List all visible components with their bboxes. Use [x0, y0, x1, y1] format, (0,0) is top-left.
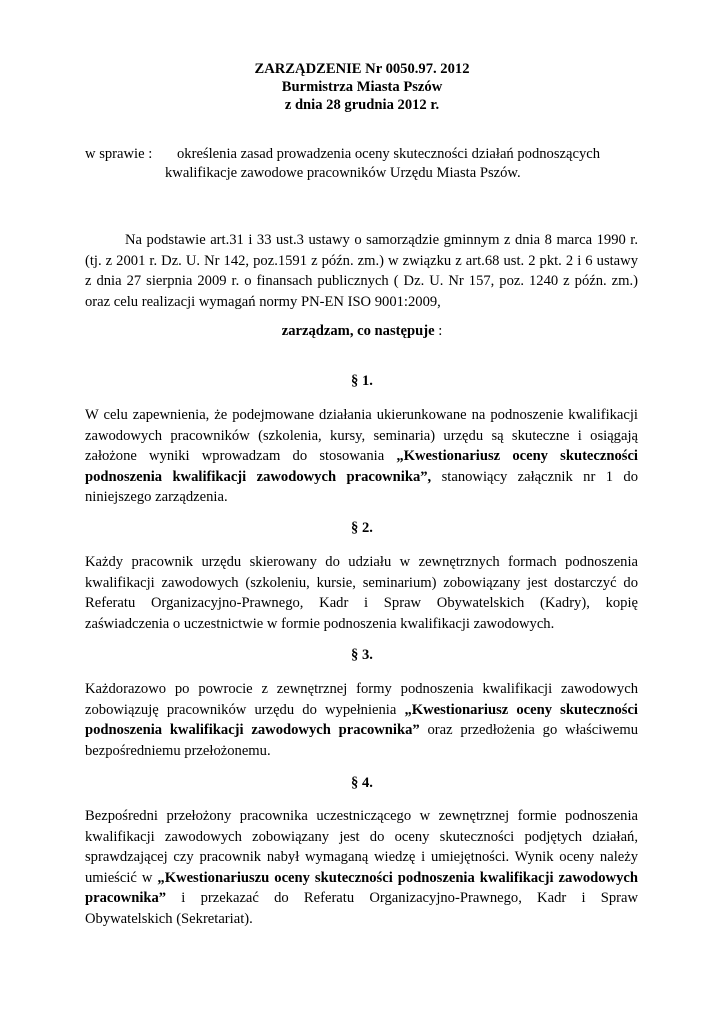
section-line: podnoszenia kwalifikacji zawodowych pracownika” oraz przedłożenia go właściwemu: [85, 722, 639, 739]
section-4-heading: § 4.: [351, 775, 373, 791]
section-line: Każdorazowo po powrocie z zewnętrznej formy podnoszenia kwalifikacji zawodowych: [85, 681, 638, 697]
section-line: niniejszego zarządzenia.: [85, 489, 228, 506]
section-line: Referatu Organizacyjno-Prawnego, Kadr i Spraw Obywatelskich (Kadry), kopię: [85, 595, 638, 612]
section-3-heading: § 3.: [351, 647, 373, 663]
preamble-line: oraz celu realizacji wymagań normy PN-EN ISO 9001:2009,: [85, 293, 441, 310]
section-line: Każdy pracownik urzędu skierowany do udziału w zewnętrznych formach podnoszenia: [85, 554, 638, 570]
section-3-paragraph: [85, 679, 638, 761]
section-line: pracownika” i przekazać do Referatu Organizacyjno-Prawnego, Kadr i Spraw: [85, 890, 638, 907]
document-date: z dnia 28 grudnia 2012 r.: [284, 97, 440, 113]
decree-suffix: :: [434, 323, 443, 339]
section-2-heading: § 2.: [351, 520, 373, 536]
decree-bold: zarządzam, co następuje: [281, 323, 435, 339]
section-1-paragraph: [85, 405, 638, 508]
section-2-paragraph: [85, 552, 638, 634]
preamble-line: z dnia 27 sierpnia 2009 r. o finansach publicznych ( Dz. U. Nr 157, poz. 1240 z późn. zm.): [85, 273, 638, 290]
section-line: kwalifikacji zawodowych (szkoleniu, kursie, seminarium) zobowiązany jest dostarczyć do: [85, 574, 638, 591]
preamble-line: Na podstawie art.31 i 33 ust.3 ustawy o samorządzie gminnym z dnia 8 marca 1990 r.: [125, 232, 638, 248]
preamble-paragraph: [85, 230, 638, 312]
preamble-line: (tj. z 2001 r. Dz. U. Nr 142, poz.1591 z późn. zm.) w związku z art.68 ust. 2 pkt. 2 i 6 ustawy: [85, 252, 638, 269]
section-line: kwalifikacji zawodowych zobowiązany jest do oceny skuteczności podjętych działań,: [85, 828, 638, 845]
section-4-paragraph: [85, 806, 638, 930]
section-line: założone wyniki wprowadzam do stosowania „Kwestionariusz oceny skuteczności: [85, 448, 638, 465]
section-line: zawodowych pracowników (szkolenia, kursy, seminaria) urzędu są skuteczne i osiągają: [85, 427, 638, 444]
regarding-prefix: w sprawie :: [85, 146, 153, 162]
document-header: [0, 60, 724, 114]
document-issuer: Burmistrza Miasta Pszów: [281, 79, 443, 95]
section-line: umieścić w „Kwestionariuszu oceny skuteczności podnoszenia kwalifikacji zawodowych: [85, 869, 638, 886]
document-title: ZARZĄDZENIE Nr 0050.97. 2012: [254, 61, 470, 77]
section-line: Obywatelskich (Sekretariat).: [85, 910, 253, 927]
decree-statement: [0, 323, 724, 340]
section-line: sprawdzającej czy pracownik nabył wymaganą wiedzę i umiejętności. Wynik oceny należy: [85, 849, 638, 866]
regarding-line-1: określenia zasad prowadzenia oceny skuteczności działań podnoszących: [177, 146, 601, 162]
section-line: podnoszenia kwalifikacji zawodowych pracownika”, stanowiący załącznik nr 1 do: [85, 468, 638, 485]
section-line: Bezpośredni przełożony pracownika uczestniczącego w zewnętrznej formie podnoszenia: [85, 808, 638, 824]
section-line: zobowiązuję pracowników urzędu do wypełnienia „Kwestionariusz oceny skuteczności: [85, 701, 638, 718]
section-1-heading: § 1.: [351, 373, 373, 389]
section-line: bezpośredniemu przełożonemu.: [85, 742, 271, 759]
regarding-line-2: kwalifikacje zawodowe pracowników Urzędu Miasta Pszów.: [165, 165, 521, 181]
section-line: zaświadczenia o uczestnictwie w formie podnoszenia kwalifikacji zawodowych.: [85, 615, 555, 632]
section-line: W celu zapewnienia, że podejmowane działania ukierunkowane na podnoszenie kwalifikacji: [85, 407, 638, 423]
